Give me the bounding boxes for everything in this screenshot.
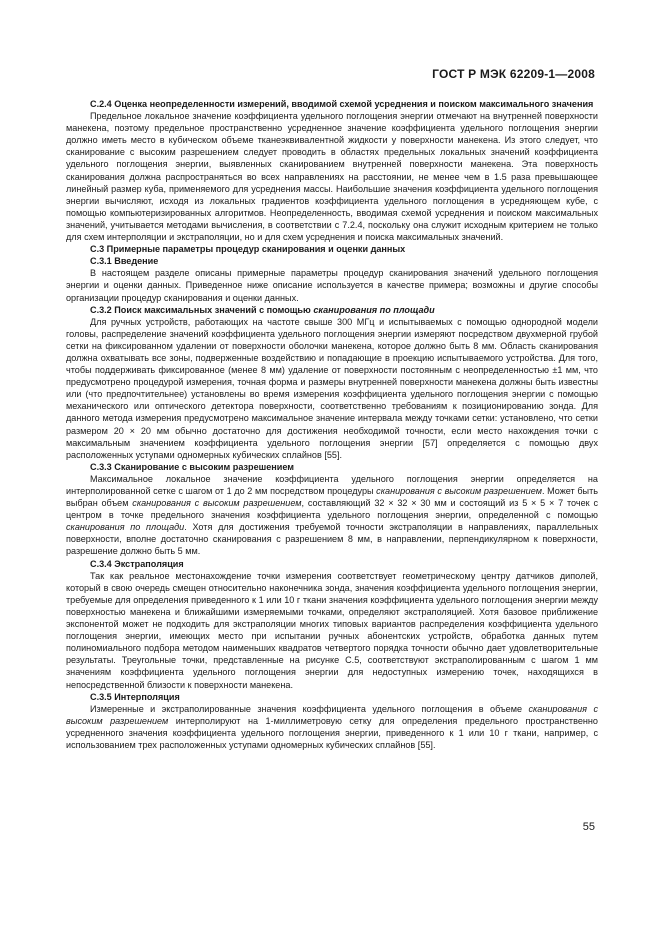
paragraph — [66, 570, 598, 691]
text-run: Предельное локальное значение коэффициента удельного поглощения энергии отмечают на внутренней поверхности манекена, поэтому предельное пространственно усредненное значение коэффициента удельного поглощения энергии должно иметь место в кубическом объеме тканеэквивалентной жидкости у поверхности манекена. Из этого следует, что сканирование с высоким разрешением следует проводить в областях предельных локальных значений коэффициента удельного поглощения энергии, выявленных сканированием внутренней поверхности манекена. Эта поверхность сканирования должна распространяться во всех направлениях на расстоянии, не менее чем в 1.5 раза превышающее линейный размер куба, применяемого для усреднения массы. Наибольшие значения коэффициента удельного поглощения энергии вычисляют, исходя из локальных градиентов коэффициента удельного поглощения в усредняющем кубе, с помощью компьютеризированных алгоритмов. Неопределенность, вводимая схемой усреднения и поиском максимальных значений, учитывается методами вычисления, в соответствии с 7.2.4, поскольку она служит исходным критерием не только для схем интерполяции и экстраполяции, но и для схем усреднения и поиска максимальных значений. — [66, 111, 598, 243]
text-run: С.3.3 Сканирование с высоким разрешением — [90, 461, 295, 472]
paragraph — [66, 473, 598, 558]
text-run: Измеренные и экстраполированные значения коэффициента удельного поглощения в объеме — [90, 703, 529, 714]
text-run: Так как реальное местонахождение точки измерения соответствует геометрическому центру датчиков диполей, который в свою очередь смещен относительно наконечника зонда, значения коэффициента удельного поглощения энергии, требуемые для определения приведенного к 1 или 10 г ткани значения коэффициента удельного поглощения энергии между поверхностью манекена и ближайшими измеряемыми точками, определяют экстраполяцией. Хотя базовое приближение экспонентой может не подходить для экстраполяции многих типовых вариантов распределения коэффициента удельного поглощения энергии, имеющих место при испытании ручных абонентских устройств, обработка данных путем полиномиального подбора методом наименьших квадратов четвертого порядка точности обычно дает удовлетворительные результаты. Треугольные точки, представленные на рисунке С.5, соответствуют экстраполированным с шагом 1 мм значениям коэффициента удельного поглощения энергии для недоступных измерению точек, находящихся в непосредственной близости к поверхности манекена. — [66, 570, 598, 690]
paragraph — [66, 110, 598, 243]
section-heading — [66, 304, 598, 316]
page-number: 55 — [582, 821, 595, 833]
section-heading — [66, 255, 598, 267]
text-run: С.3.4 Экстраполяция — [90, 558, 184, 569]
text-run: . Может быть выбран объем — [66, 486, 598, 509]
text-run: С.3.1 Введение — [90, 256, 159, 267]
section-heading — [66, 461, 598, 473]
italic-term: сканирования по площади — [313, 304, 435, 315]
standard-code-header: ГОСТ Р МЭК 62209-1—2008 — [432, 67, 595, 81]
text-run: С.3 Примерные параметры процедур сканирования и оценки данных — [90, 244, 406, 255]
italic-term: сканирования с высоким разрешением — [66, 703, 598, 726]
section-heading — [66, 558, 598, 570]
italic-term: сканирования с высоким разрешением — [132, 498, 302, 509]
text-run: Для ручных устройств, работающих на частоте свыше 300 МГц и испытываемых с помощью однородной модели головы, распределение значений коэффициента удельного поглощения энергии измеряют посредством двухмерной грубой сетки на фиксированном удалении от поверхности оболочки манекена, которое должно быть 8 мм. Область сканирования должна охватывать все зоны, подверженные воздействию и попадающие в проекцию испытываемого устройства. Для того, чтобы поддерживать фиксированное (менее 8 мм) удаление от поверхности постоянным с неопределенностью ±1 мм, что предусмотрено процедурой измерения, точная форма и размеры внутренней поверхности манекена должны быть известны или (что предпочтительнее) установлены во время измерения коэффициента удельного поглощения энергии с помощью механического или оптического детектора поверхности, соответственно требованиям к позиционированию зонда. Для данного метода измерения предусмотрено максимальное значение интервала между точками сетки: установлено, что сетки размером 20 × 20 мм обычно достаточно для достижения необходимой точности, если место нахождения точки с максимальным значением коэффициента удельного поглощения энергии [57] определяется с помощью двух расположенных уступами одномерных кубических сплайнов [55]. — [66, 316, 598, 460]
text-run: С.3.2 Поиск максимальных значений с помощью — [90, 304, 314, 315]
text-run: , составляющий 32 × 32 × 30 мм и состоящий из 5 × 5 × 7 точек с центром в точке предельного значения коэффициента удельного поглощения энергии, определенной с помощью — [66, 498, 598, 521]
paragraph — [66, 316, 598, 461]
italic-term: сканирования по площади — [66, 522, 185, 533]
text-run: С.2.4 Оценка неопределенности измерений, вводимой схемой усреднения и поиском максимального значения — [90, 99, 594, 109]
text-run: . Хотя для достижения требуемой точности экстраполяции в направлениях, параллельных поверхности, вполне достаточно сканирования с разрешением 8 мм, в направлении, перпендикулярном к поверхности, разрешение должно быть 5 мм. — [66, 522, 598, 557]
section-heading — [66, 691, 598, 703]
section-heading — [66, 243, 598, 255]
text-run: В настоящем разделе описаны примерные параметры процедур сканирования значений удельного поглощения энергии и оценки данных. Приведенное ниже описание используется в качестве примера; возможны и другие способы организации процедур сканирования и оценки данных. — [66, 268, 598, 303]
paragraph — [66, 267, 598, 303]
section-heading — [66, 98, 598, 110]
document-body — [66, 98, 598, 751]
italic-term: сканирования с высоким разрешением — [376, 486, 542, 496]
paragraph — [66, 703, 598, 751]
text-run: интерполируют на 1-миллиметровую сетку для определения предельного пространственно усредненного значения коэффициента удельного поглощения энергии, приведенного к 1 или 10 г ткани, например, с использованием трех расположенных уступами одномерных кубических сплайнов [55]. — [66, 715, 598, 750]
text-run: Максимальное локальное значение коэффициента удельного поглощения энергии определяется на интерполированной сетке с шагом от 1 до 2 мм посредством процедуры — [66, 473, 598, 496]
text-run: С.3.5 Интерполяция — [90, 691, 180, 702]
